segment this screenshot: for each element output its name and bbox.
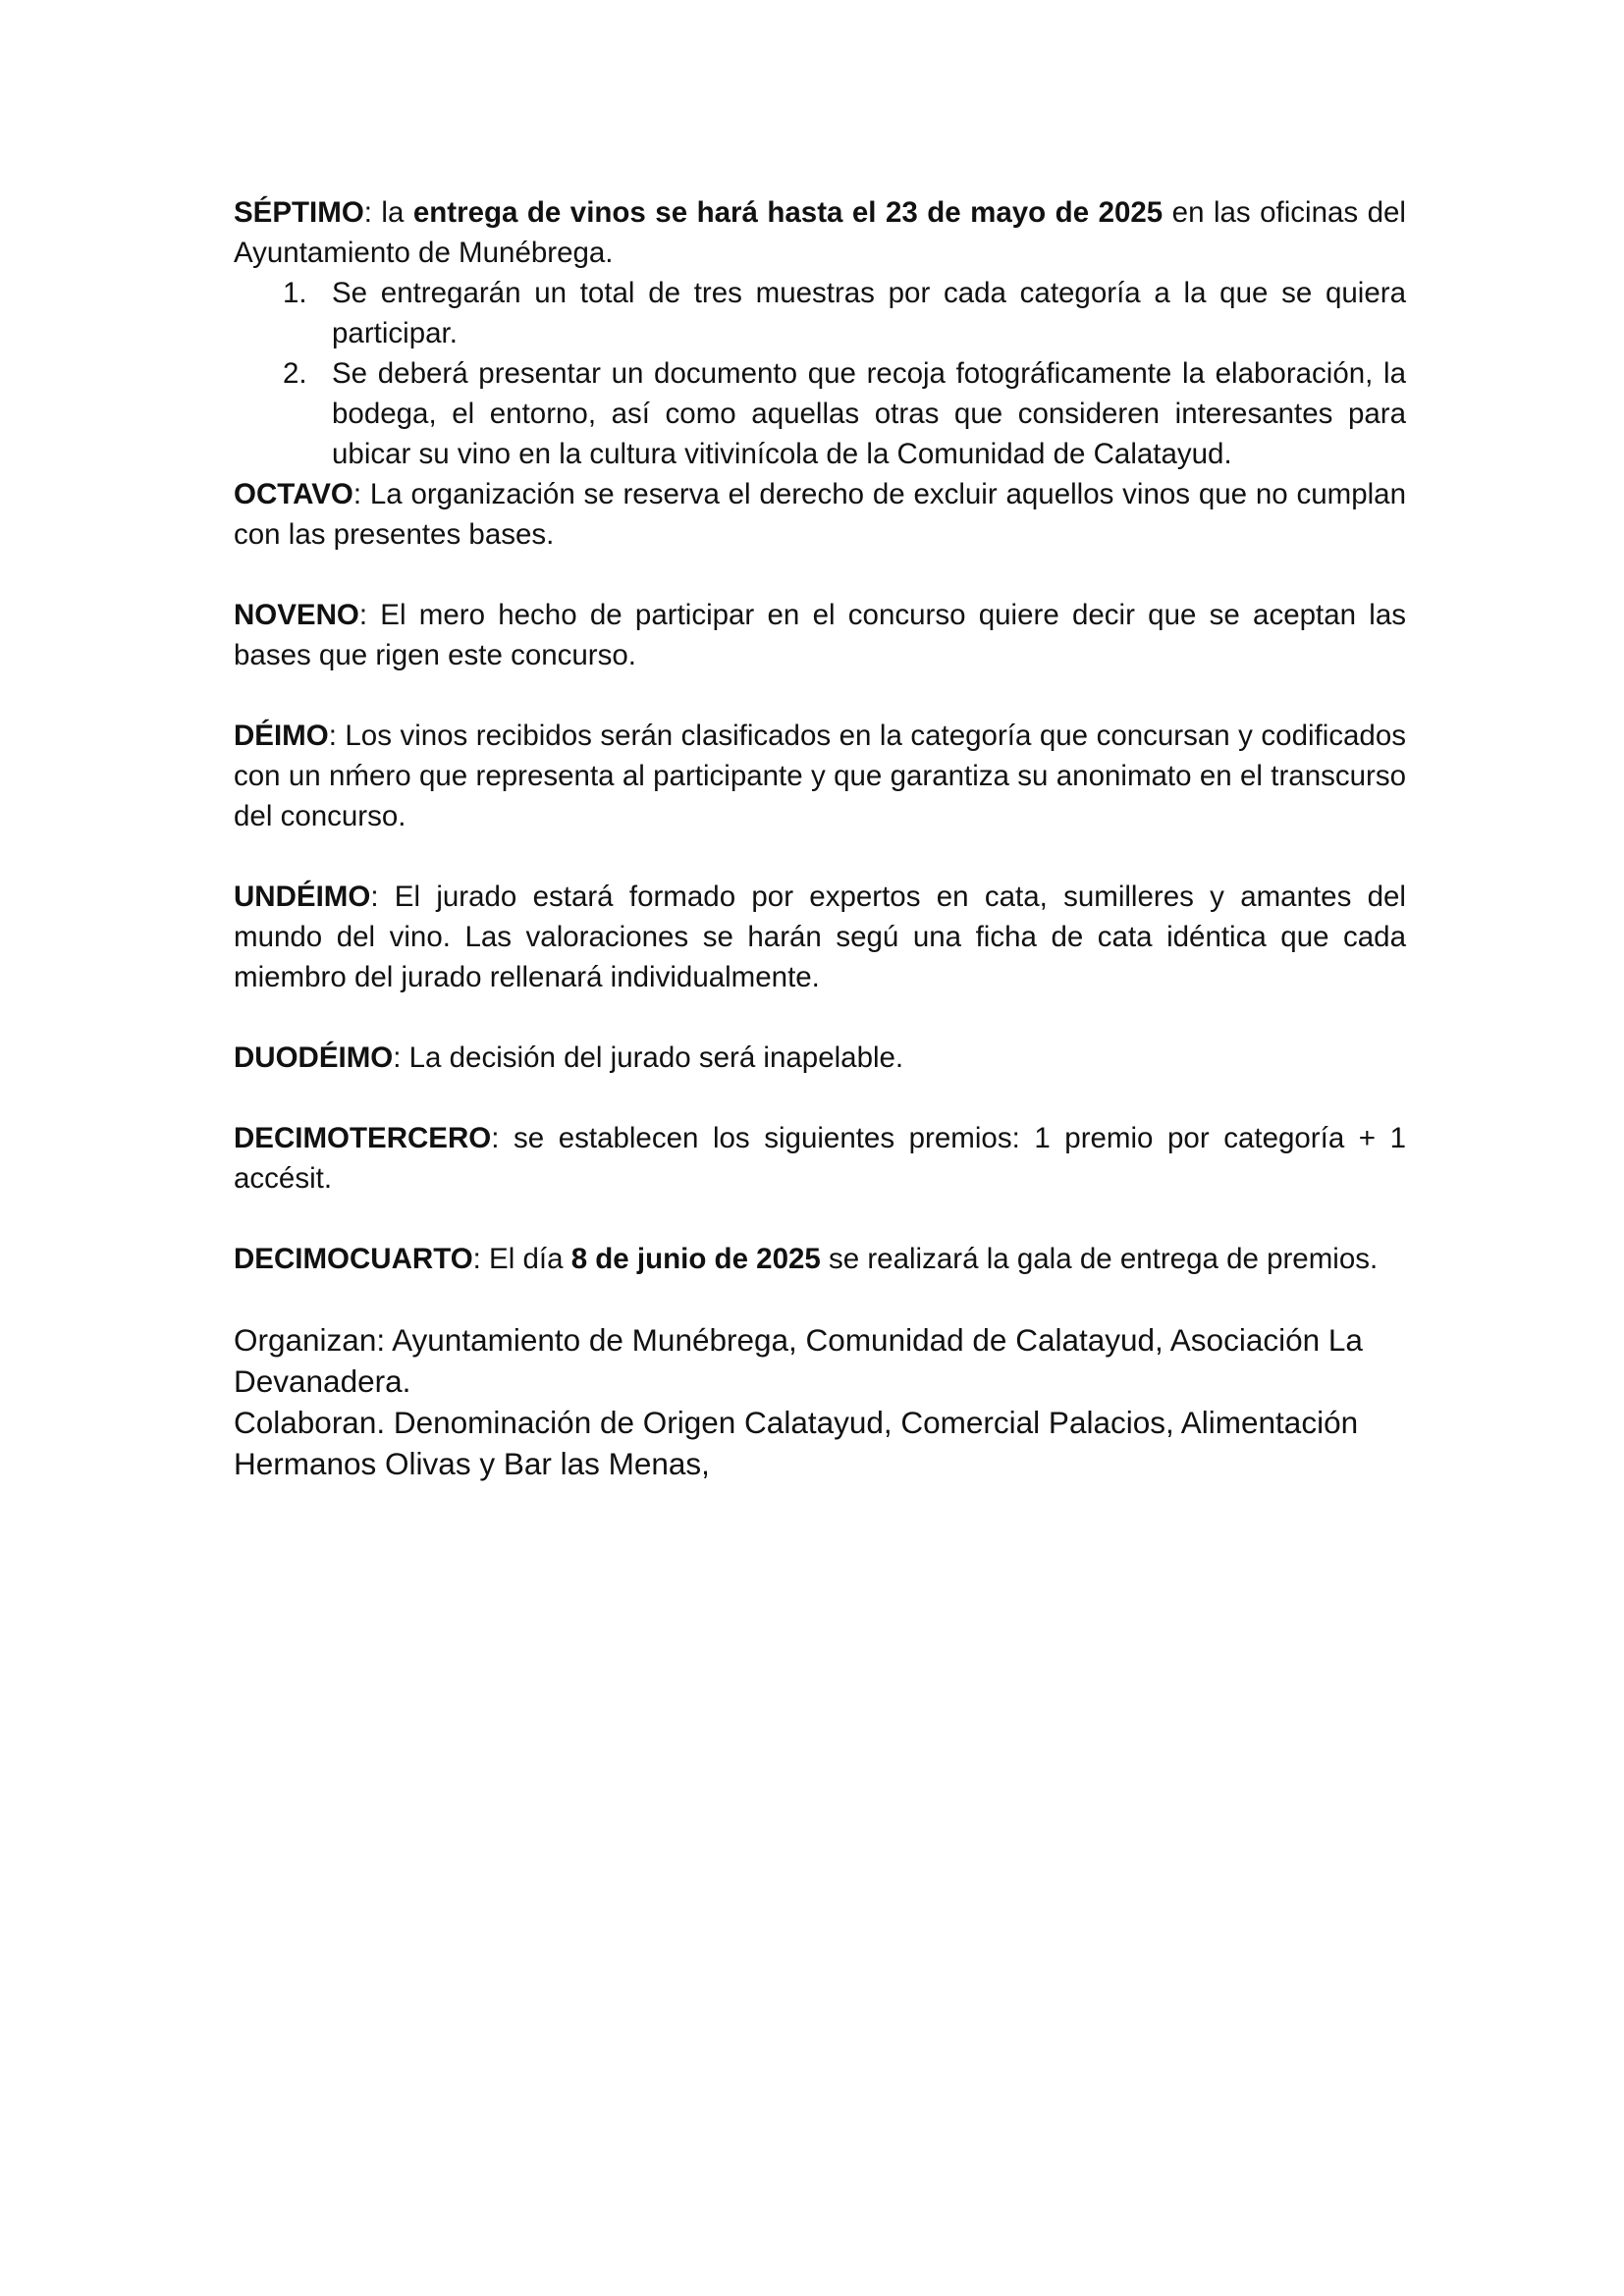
clause-label: UNDÉIMO [234,881,371,913]
clause-text: : El jurado estará formado por expertos en cata, sumilleres y amantes del mundo del vino. Las valoraciones se harán segú una ficha de cata idéntica que cada miembro del jurado rellenará individualmente. [234,881,1406,993]
clause-duodecimo [234,1038,1406,1078]
clause-text: en las oficinas del Ayuntamiento de Munébrega. [234,196,1406,269]
clause-text: : se establecen los siguientes premios: 1 premio por categoría + 1 accésit. [234,1122,1406,1195]
clause-text: : La organización se reserva el derecho de excluir aquellos vinos que no cumplan con las presentes bases. [234,478,1406,551]
clause-octavo [234,474,1406,555]
clause-label: NOVENO [234,599,359,631]
paragraph-gap [234,555,1406,595]
paragraph-gap [234,997,1406,1038]
list-item-text: Se entregarán un total de tres muestras por cada categoría a la que se quiera participar. [332,277,1406,349]
list-item [283,273,1406,353]
gala-date: 8 de junio de 2025 [570,1243,821,1275]
paragraph-gap [234,1078,1406,1118]
credits [234,1319,1406,1484]
clause-noveno [234,595,1406,675]
clause-label: OCTAVO [234,478,353,510]
organizers: Organizan: Ayuntamiento de Munébrega, Comunidad de Calatayud, Asociación La Devanadera. [234,1322,1363,1399]
clause-text: : La decisión del jurado será inapelable. [393,1041,904,1074]
clause-text: : El mero hecho de participar en el concurso quiere decir que se aceptan las bases que rigen este concurso. [234,599,1406,671]
delivery-deadline: entrega de vinos se hará hasta el 23 de mayo de 2025 [412,196,1164,229]
clause-text: : El día [472,1243,571,1275]
clause-separator: : la [363,196,413,229]
collaborators: Colaboran. Denominación de Origen Calatayud, Comercial Palacios, Alimentación Hermanos Olivas y Bar las Menas, [234,1405,1359,1481]
clause-decimocuarto [234,1239,1406,1279]
clause-septimo [234,192,1406,273]
clause-decimotercero [234,1118,1406,1199]
clause-decimo [234,716,1406,836]
clause-undecimo [234,877,1406,997]
list-item-text: Se deberá presentar un documento que recoja fotográficamente la elaboración, la bodega, el entorno, así como aquellas otras que consideren interesantes para ubicar su vino en la cultura vitivinícola de la Comunidad de Calatayud. [332,357,1406,470]
paragraph-gap [234,836,1406,877]
clause-label: DUODÉIMO [234,1041,394,1074]
document-body [234,192,1406,1484]
clause-label: DÉIMO [234,720,329,752]
clause-label: DECIMOCUARTO [234,1243,473,1275]
clause-label: DECIMOTERCERO [234,1122,492,1154]
list-item [283,353,1406,474]
septimo-list [234,273,1406,474]
paragraph-gap [234,1199,1406,1239]
list-number: 1. [283,277,307,309]
clause-text: : Los vinos recibidos serán clasificados en la categoría que concursan y codificados con un nḿero que representa al participante y que garantiza su anonimato en el transcurso del concurso. [234,720,1406,832]
list-number: 2. [283,357,307,390]
clause-text: se realizará la gala de entrega de premios. [820,1243,1379,1275]
clause-label: SÉPTIMO [234,196,364,229]
paragraph-gap [234,675,1406,716]
